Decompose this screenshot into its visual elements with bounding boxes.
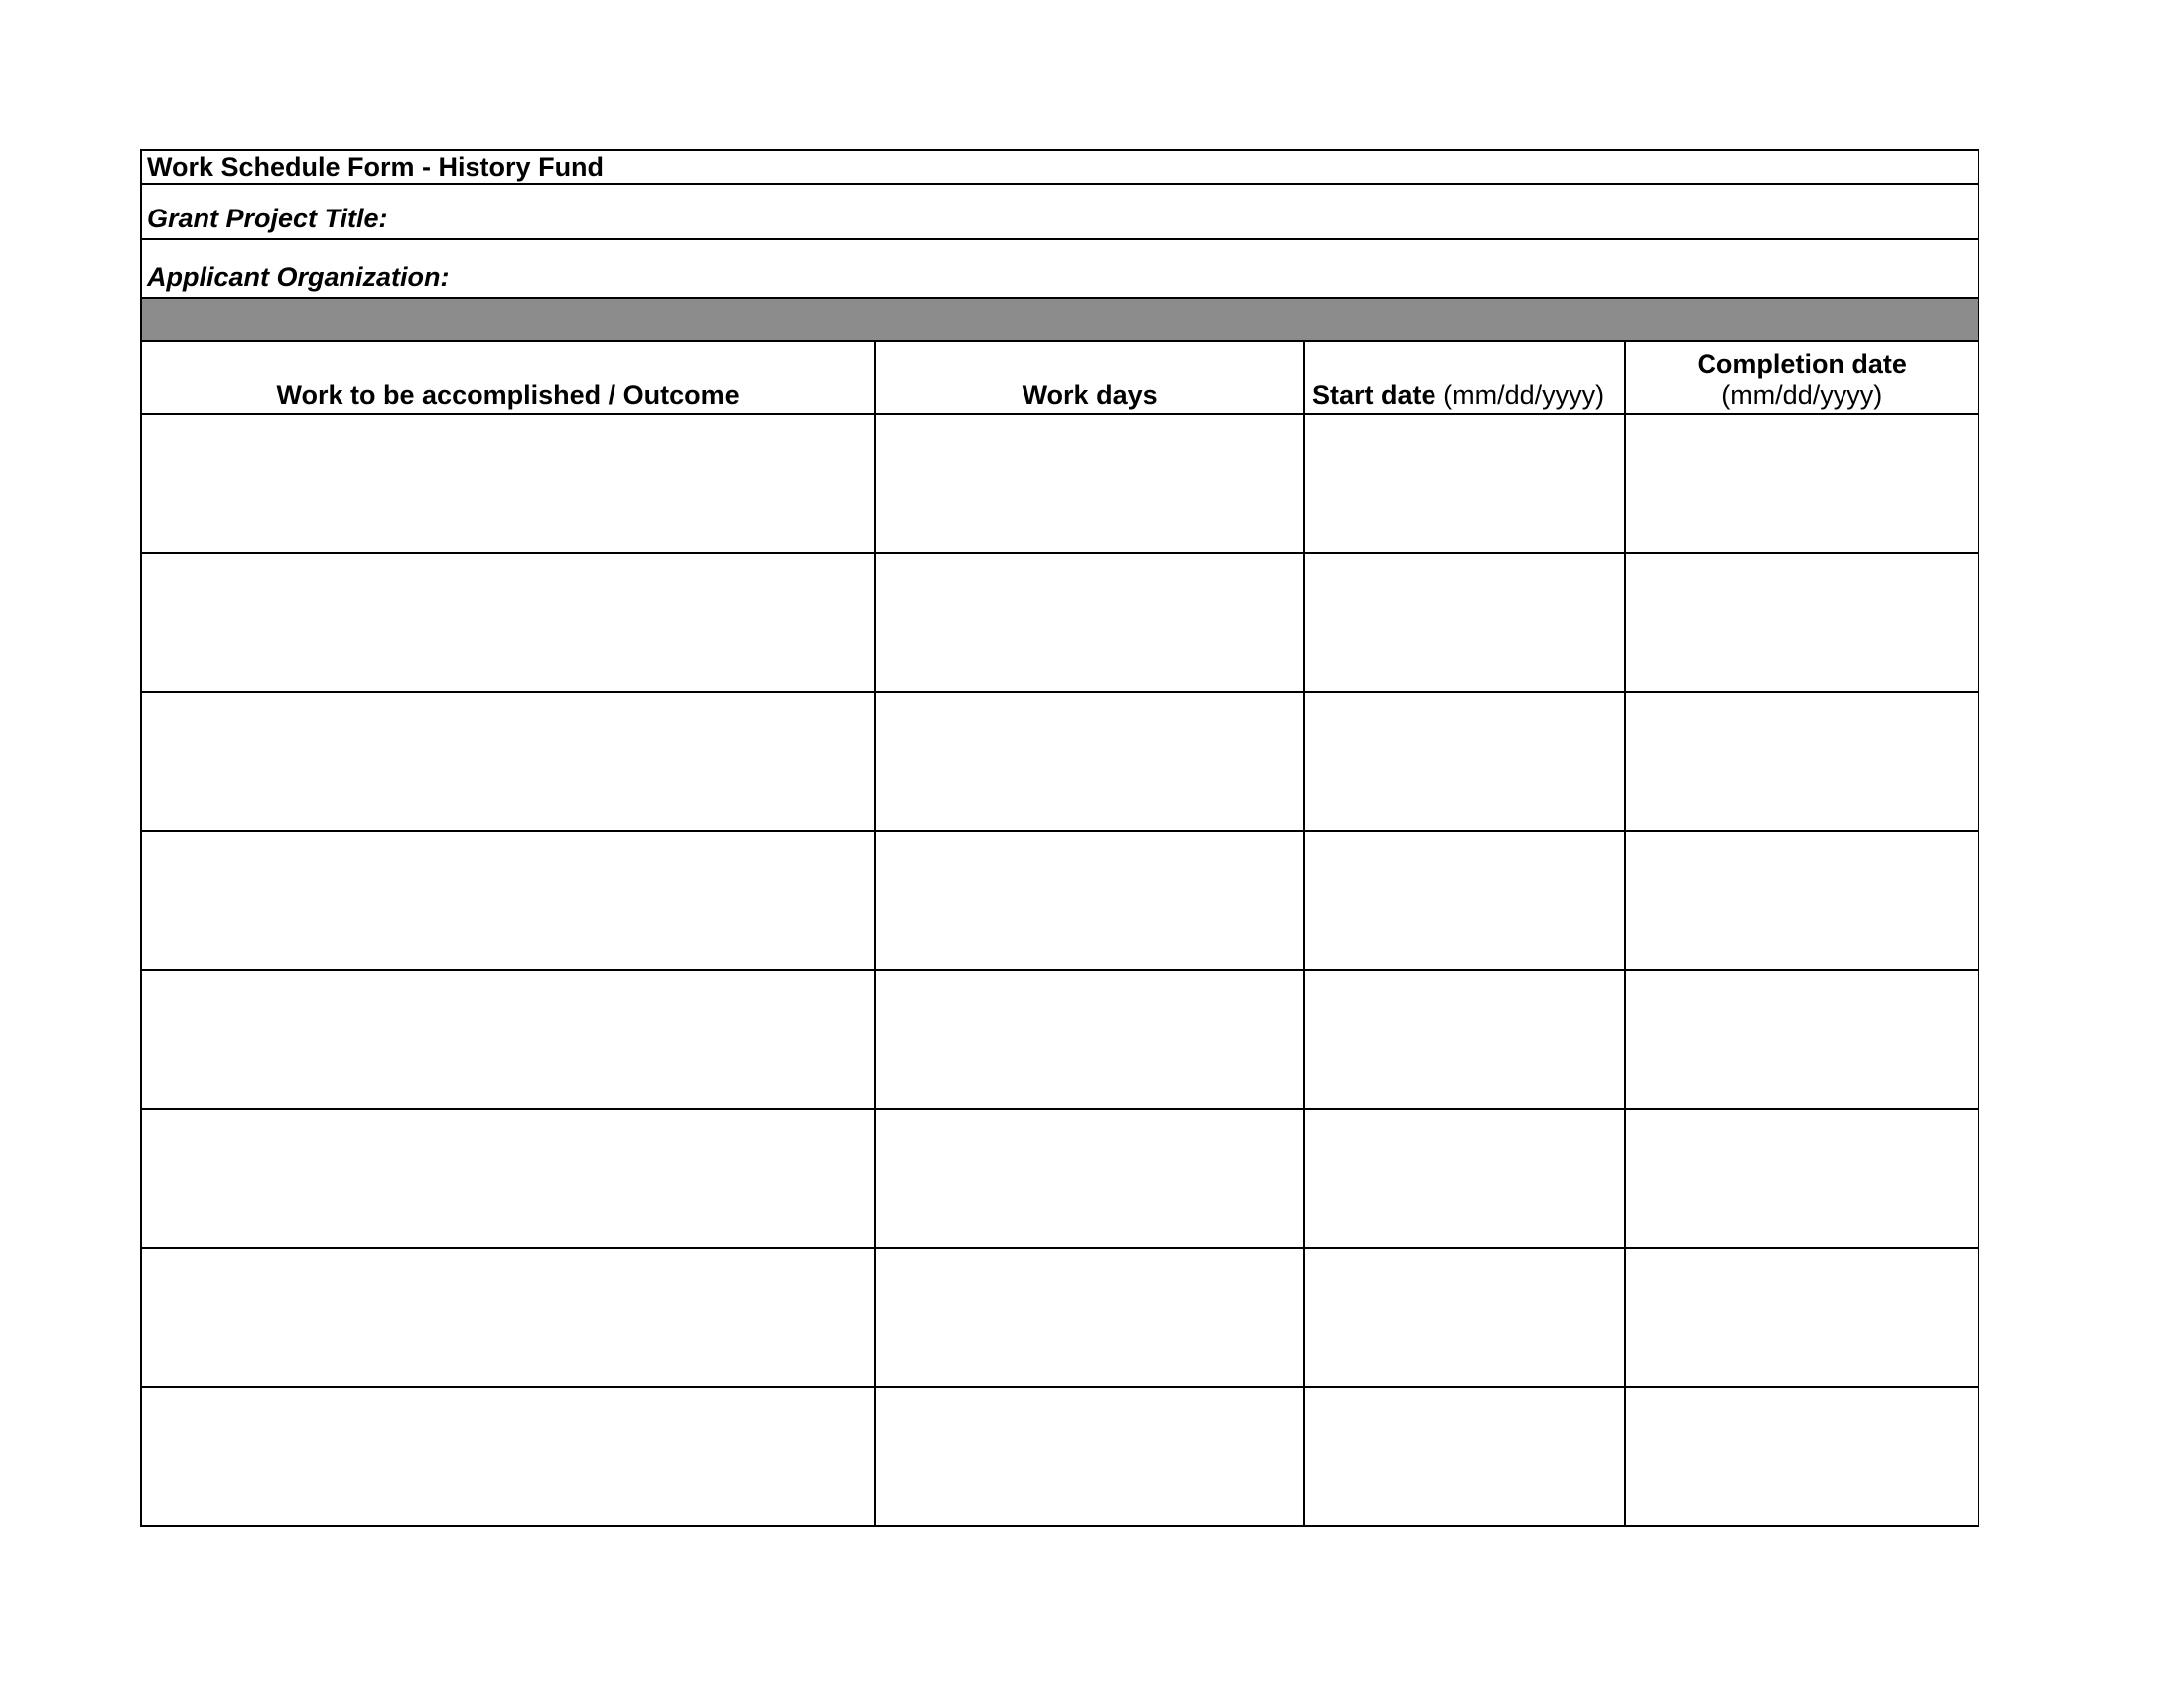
days-cell[interactable] bbox=[875, 1248, 1304, 1387]
days-cell[interactable] bbox=[875, 831, 1304, 970]
table-row bbox=[141, 692, 1979, 831]
table-row bbox=[141, 414, 1979, 553]
days-cell[interactable] bbox=[875, 414, 1304, 553]
work-cell[interactable] bbox=[141, 831, 875, 970]
completion-date-cell[interactable] bbox=[1625, 1387, 1979, 1526]
form-title-row bbox=[141, 150, 1979, 184]
work-schedule-table bbox=[140, 149, 1979, 1527]
start-date-cell[interactable] bbox=[1304, 692, 1625, 831]
completion-date-cell[interactable] bbox=[1625, 831, 1979, 970]
table-row bbox=[141, 970, 1979, 1109]
completion-date-cell[interactable] bbox=[1625, 414, 1979, 553]
table-row bbox=[141, 1387, 1979, 1526]
form-title: Work Schedule Form - History Fund bbox=[141, 150, 1979, 184]
start-date-cell[interactable] bbox=[1304, 831, 1625, 970]
start-date-format: (mm/dd/yyyy) bbox=[1443, 380, 1605, 410]
days-cell[interactable] bbox=[875, 692, 1304, 831]
days-cell[interactable] bbox=[875, 553, 1304, 692]
completion-date-cell[interactable] bbox=[1625, 970, 1979, 1109]
start-date-cell[interactable] bbox=[1304, 553, 1625, 692]
work-cell[interactable] bbox=[141, 1387, 875, 1526]
gray-separator-band bbox=[141, 298, 1979, 341]
work-cell[interactable] bbox=[141, 1109, 875, 1248]
gray-separator-row bbox=[141, 298, 1979, 341]
completion-date-cell[interactable] bbox=[1625, 692, 1979, 831]
start-date-cell[interactable] bbox=[1304, 414, 1625, 553]
completion-date-cell[interactable] bbox=[1625, 1248, 1979, 1387]
completion-date-cell[interactable] bbox=[1625, 1109, 1979, 1248]
days-cell[interactable] bbox=[875, 1109, 1304, 1248]
project-title-label: Grant Project Title: bbox=[141, 184, 1979, 239]
start-date-cell[interactable] bbox=[1304, 1387, 1625, 1526]
applicant-org-label: Applicant Organization: bbox=[141, 239, 1979, 298]
work-cell[interactable] bbox=[141, 414, 875, 553]
table-row bbox=[141, 1109, 1979, 1248]
column-header-days: Work days bbox=[875, 341, 1304, 414]
completion-date-format: (mm/dd/yyyy) bbox=[1721, 380, 1883, 410]
applicant-org-row bbox=[141, 239, 1979, 298]
work-cell[interactable] bbox=[141, 553, 875, 692]
days-cell[interactable] bbox=[875, 1387, 1304, 1526]
days-cell[interactable] bbox=[875, 970, 1304, 1109]
project-title-row bbox=[141, 184, 1979, 239]
start-date-cell[interactable] bbox=[1304, 1248, 1625, 1387]
work-cell[interactable] bbox=[141, 1248, 875, 1387]
table-row bbox=[141, 831, 1979, 970]
column-header-work: Work to be accomplished / Outcome bbox=[141, 341, 875, 414]
completion-date-cell[interactable] bbox=[1625, 553, 1979, 692]
start-date-cell[interactable] bbox=[1304, 970, 1625, 1109]
start-date-cell[interactable] bbox=[1304, 1109, 1625, 1248]
completion-date-label: Completion date bbox=[1697, 350, 1907, 379]
form-body bbox=[141, 150, 1979, 1526]
work-cell[interactable] bbox=[141, 692, 875, 831]
table-row bbox=[141, 553, 1979, 692]
column-header-start bbox=[1304, 341, 1625, 414]
start-date-label: Start date bbox=[1312, 380, 1436, 410]
work-cell[interactable] bbox=[141, 970, 875, 1109]
column-header-completion bbox=[1625, 341, 1979, 414]
table-row bbox=[141, 1248, 1979, 1387]
column-header-row bbox=[141, 341, 1979, 414]
